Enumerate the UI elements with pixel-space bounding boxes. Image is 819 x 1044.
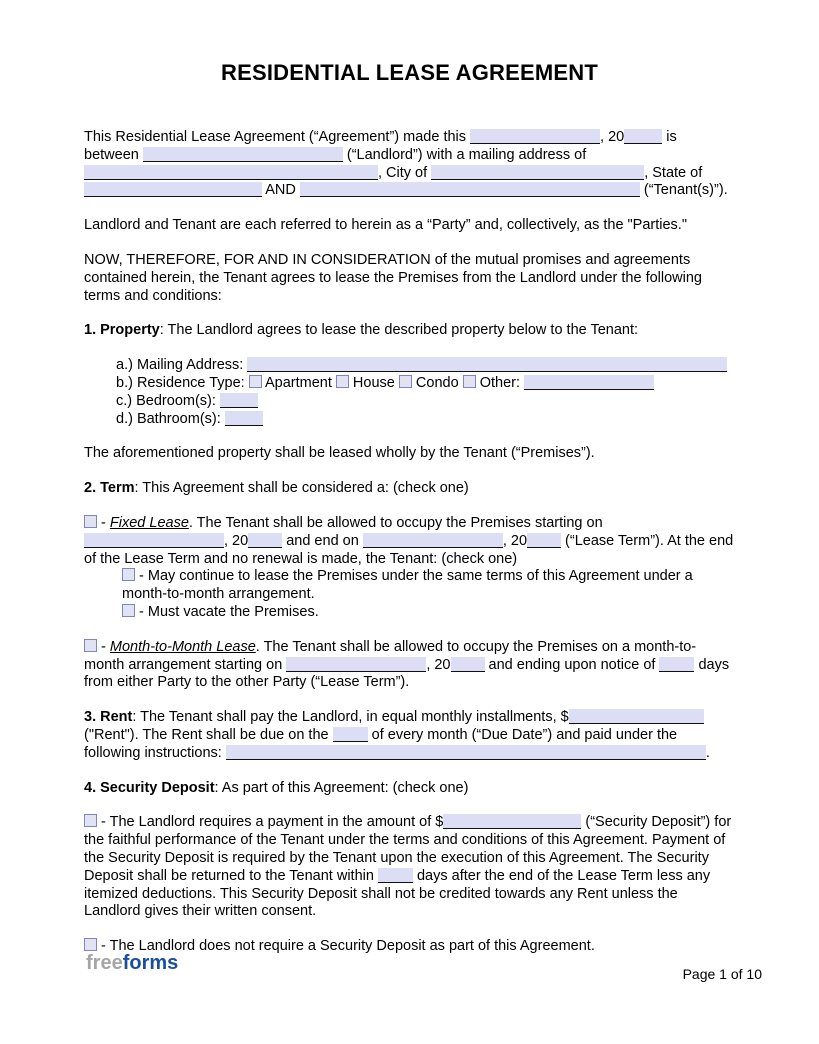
text-run: c.) Bedroom(s): <box>116 392 220 409</box>
text-run: Month-to-Month Lease <box>109 638 256 655</box>
text-line <box>84 551 735 569</box>
text-run: (“Lease Term”). At the end <box>561 532 734 549</box>
text-run: : The Tenant shall pay the Landlord, in equal monthly installments, $ <box>132 709 569 726</box>
other-residence-type-field[interactable] <box>524 375 654 390</box>
rent-amount-field[interactable] <box>569 709 704 724</box>
consideration-paragraph <box>84 252 735 305</box>
text-line <box>84 515 735 533</box>
fixed-end-year-field[interactable] <box>527 533 561 548</box>
text-line <box>84 674 735 692</box>
text-run: . The Tenant shall be allowed to occupy the Premises on a month-to- <box>255 638 697 655</box>
text-run: House <box>348 374 399 391</box>
landlord-city-field[interactable] <box>431 165 644 180</box>
text-run: AND <box>262 182 300 199</box>
text-run: This Residential Lease Agreement (“Agreement”) made this <box>84 129 471 145</box>
text-run: of the Lease Term and no renewal is made, the Tenant: (check one) <box>84 550 518 567</box>
page-number: Page 1 of 10 <box>682 966 762 982</box>
property-item-bedrooms <box>84 393 735 411</box>
deposit-required-clause <box>84 814 735 921</box>
month-to-month-clause <box>84 639 735 692</box>
deposit-return-days-field[interactable] <box>378 868 413 883</box>
landlord-name-field[interactable] <box>143 147 343 162</box>
may-continue-option <box>84 568 735 604</box>
payment-instructions-field[interactable] <box>226 745 706 760</box>
logo-forms-text: forms <box>122 952 179 974</box>
text-line <box>84 129 735 147</box>
section-1-property-heading <box>84 322 735 340</box>
mtm-start-year-field[interactable] <box>451 657 485 672</box>
text-run: from either Party to the other Party (“Lease Term”). <box>84 674 410 691</box>
text-run: (“Tenant(s)”). <box>639 182 728 199</box>
text-run: days after the end of the Lease Term less any itemized deductions. This Security Deposit shall not be credited towards any Rent unless the Landlord gives their written consent. <box>84 867 711 920</box>
landlord-state-field[interactable] <box>84 182 262 197</box>
rent-due-day-field[interactable] <box>333 727 368 742</box>
text-run: Other: <box>475 374 525 391</box>
text-line <box>84 657 735 675</box>
section-4-security-deposit-heading <box>84 780 735 798</box>
text-run: NOW, THEREFORE, FOR AND IN CONSIDERATION of the mutual promises and agreements contained herein, the Tenant agrees to lease the Premises from the Landlord under the following terms and conditions: <box>84 251 702 304</box>
landlord-street-address-field[interactable] <box>84 165 378 180</box>
text-run: : This Agreement shall be considered a: (check one) <box>134 480 469 497</box>
other-residence-checkbox[interactable] <box>463 375 476 388</box>
text-run: . <box>705 744 710 761</box>
text-line <box>84 639 735 657</box>
notice-days-field[interactable] <box>659 657 694 672</box>
property-item-bathrooms <box>84 411 735 429</box>
property-item-residence-type <box>84 375 735 393</box>
text-run: - <box>97 514 110 531</box>
intro-paragraph <box>84 129 735 200</box>
text-run: , City of <box>378 164 432 181</box>
fixed-lease-clause <box>84 515 735 568</box>
text-run: , 20 <box>600 129 625 145</box>
text-run: : As part of this Agreement: (check one) <box>214 779 469 796</box>
property-item-mailing-address <box>84 357 735 375</box>
text-line <box>84 709 735 727</box>
text-run: 3. Rent <box>84 709 133 726</box>
text-run: 2. Term <box>84 480 135 497</box>
fixed-end-date-field[interactable] <box>363 533 503 548</box>
freeforms-logo <box>86 952 179 974</box>
parties-paragraph <box>84 217 735 235</box>
document-body <box>84 112 735 956</box>
condo-checkbox[interactable] <box>399 375 412 388</box>
text-run: The aforementioned property shall be leased wholly by the Tenant (“Premises”). <box>84 445 595 462</box>
section-2-term-heading <box>84 480 735 498</box>
text-run: , 20 <box>224 532 249 549</box>
property-mailing-address-field[interactable] <box>247 357 727 372</box>
fixed-lease-checkbox[interactable] <box>84 515 97 528</box>
text-run: , 20 <box>426 656 451 673</box>
month-to-month-checkbox[interactable] <box>84 639 97 652</box>
text-run: of every month (“Due Date”) and paid under the <box>367 726 678 743</box>
security-deposit-amount-field[interactable] <box>443 814 581 829</box>
text-run: (“Landlord”) with a mailing address of <box>342 146 587 163</box>
text-line <box>84 745 735 763</box>
premises-paragraph <box>84 445 735 463</box>
must-vacate-checkbox[interactable] <box>122 604 135 617</box>
text-run: Fixed Lease <box>109 514 189 531</box>
deposit-required-checkbox[interactable] <box>84 814 97 827</box>
document-title: RESIDENTIAL LEASE AGREEMENT <box>221 60 598 85</box>
text-run: , 20 <box>502 532 528 549</box>
text-run: - The Landlord does not require a Security Deposit as part of this Agreement. <box>97 938 595 955</box>
no-deposit-clause <box>84 938 735 956</box>
text-line <box>84 147 735 165</box>
text-line <box>84 165 735 183</box>
text-run: - <box>97 638 110 655</box>
text-line <box>84 533 735 551</box>
text-run: Landlord and Tenant are each referred to herein as a “Party” and, collectively, as the "Parties." <box>84 217 687 234</box>
fixed-start-year-field[interactable] <box>248 533 282 548</box>
fixed-start-date-field[interactable] <box>84 533 224 548</box>
text-run: days <box>694 656 730 673</box>
text-run: following instructions: <box>84 744 226 761</box>
bathrooms-field[interactable] <box>225 411 263 426</box>
text-line <box>84 182 735 200</box>
text-run: a.) Mailing Address: <box>116 357 248 374</box>
text-run: 1. Property <box>84 322 160 339</box>
text-run: : The Landlord agrees to lease the described property below to the Tenant: <box>159 322 639 339</box>
text-run: (“Security Deposit”) for the faithful performance of the Tenant under the terms and conditions of this Agreement. Payment of the Security Deposit is required by the Tenant upon the execution of this Agreement. The Security Deposit shall be returned to the Tenant within <box>84 814 732 884</box>
no-deposit-checkbox[interactable] <box>84 938 97 951</box>
text-line <box>84 727 735 745</box>
section-3-rent-clause <box>84 709 735 762</box>
agreement-date-field[interactable] <box>470 129 600 144</box>
text-run: and end on <box>282 532 363 549</box>
text-run: 4. Security Deposit <box>84 779 215 796</box>
text-run: month arrangement starting on <box>84 656 287 673</box>
house-checkbox[interactable] <box>336 375 349 388</box>
tenant-names-field[interactable] <box>300 182 640 197</box>
text-run: - May continue to lease the Premises under the same terms of this Agreement under a month-to-month arrangement. <box>122 568 693 603</box>
text-run: - Must vacate the Premises. <box>135 603 319 620</box>
bedrooms-field[interactable] <box>220 393 258 408</box>
text-run: d.) Bathroom(s): <box>116 410 225 427</box>
text-run: . The Tenant shall be allowed to occupy the Premises starting on <box>188 514 603 531</box>
text-run: is <box>662 129 677 145</box>
mtm-start-date-field[interactable] <box>286 657 426 672</box>
may-continue-checkbox[interactable] <box>122 568 135 581</box>
text-run: Condo <box>411 374 463 391</box>
text-run: between <box>84 146 143 163</box>
text-run: ("Rent"). The Rent shall be due on the <box>84 726 333 743</box>
text-run: - The Landlord requires a payment in the amount of $ <box>97 814 444 831</box>
text-run: Apartment <box>261 374 336 391</box>
must-vacate-option <box>84 604 735 622</box>
text-run: b.) Residence Type: <box>116 374 249 391</box>
logo-free-text: free <box>86 952 123 974</box>
text-run: and ending upon notice of <box>484 656 660 673</box>
text-run: , State of <box>644 164 703 181</box>
apartment-checkbox[interactable] <box>249 375 262 388</box>
agreement-year-field[interactable] <box>624 129 662 144</box>
